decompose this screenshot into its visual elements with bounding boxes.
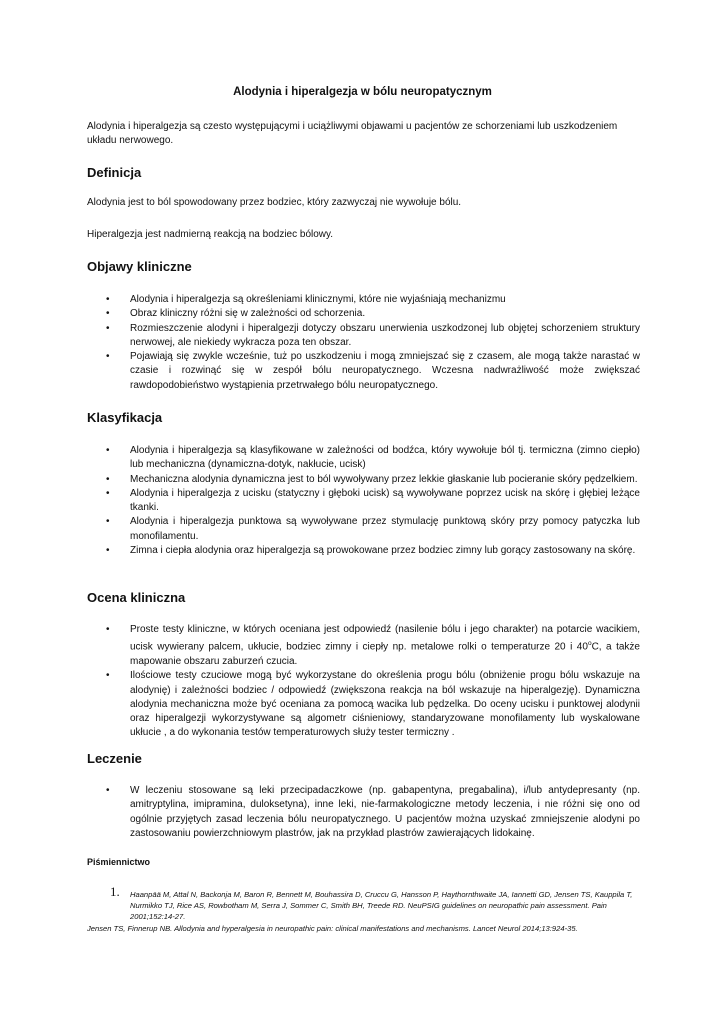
leczenie-list bbox=[106, 784, 640, 841]
intro-paragraph: Alodynia i hiperalgezja są czesto występującymi i uciążliwymi objawami u pacjentów ze schorzeniami lub uszkodzeniem układu nerwowego. bbox=[87, 121, 618, 146]
list-item: • Alodynia i hiperalgezja punktowa są wywoływane przez stymulację punktową skóry przy pomocy patyczka lub monofilamentu. bbox=[106, 515, 640, 544]
list-item: • Obraz kliniczny różni się w zależności od schorzenia. bbox=[106, 307, 640, 321]
list-item: • W leczeniu stosowane są leki przecipadaczkowe (np. gabapentyna, pregabalina), i/lub antydepresanty (np. amitryptylina, imipramina, duloksetyna), inne leki, nie-farmakologiczne metody leczenia, i nie różni się ono od ogólnie przyjętych zasad leczenia bólu neuropatycznego. U pacjentów można uzyskać zmniejszenie alodyni po zastosowaniu powierzchniowym plastrów, jak na przykład plastrów zawierających lidokainę. bbox=[106, 784, 640, 841]
heading-klasyfikacja: Klasyfikacja bbox=[87, 410, 163, 425]
list-item: • Rozmieszczenie alodyni i hiperalgezji dotyczy obszaru unerwienia uszkodzonej lub objętej schorzeniem struktury nerwowej, ale niekiedy wykracza poza ten obszar. bbox=[106, 322, 640, 351]
list-item: • Alodynia i hiperalgezja są określeniami klinicznymi, które nie wyjaśniają mechanizmu bbox=[106, 293, 640, 307]
heading-objawy: Objawy kliniczne bbox=[87, 259, 192, 274]
heading-definicja: Definicja bbox=[87, 165, 142, 180]
list-item: • Zimna i ciepła alodynia oraz hiperalgezja są prowokowane przez bodziec zimny lub gorący zastosowany na skórę. bbox=[106, 544, 640, 558]
degree-superscript: o bbox=[587, 640, 592, 648]
objawy-list bbox=[106, 293, 640, 393]
definition-alodynia: Alodynia jest to ból spowodowany przez bodziec, który zazwyczaj nie wywołuje bólu. bbox=[87, 197, 462, 208]
list-item: • Ilościowe testy czuciowe mogą być wykorzystane do określenia progu bólu (obniżenie progu bólu wskazuje na alodynię) i zależności bodziec / odpowiedź (zwiększona reakcja na ból wskazuje na hiperalgezję). Dynamiczna alodynia mechaniczna może być oceniana za pomocą wacika lub pędzelka. Do oceny ucisku i punktowej alodynii oraz hiperalgezji wykorzystywane są algometr ciśnieniowy, standaryzowane monofilamenty lub wyskalowane ukłucie , a do wykonania testów temperaturowych służy tester termiczny . bbox=[106, 669, 640, 740]
ocena-item1-text-end: C, a także mapowanie obszaru zaburzeń czucia. bbox=[130, 641, 640, 667]
ocena-item1-text: Proste testy kliniczne, w których oceniana jest odpowiedź (nasilenie bólu i jego charakter) na potarcie wacikiem, ucisk wywierany palcem, ukłucie, bodziec zimny i ciepły np. metalowe rolki o temperaturze 20 i 40 bbox=[130, 624, 640, 653]
klasyfikacja-list bbox=[106, 444, 640, 558]
definition-hiperalgezja: Hiperalgezja jest nadmierną reakcją na bodziec bólowy. bbox=[87, 229, 334, 240]
reference-item-1: Haanpää M, Attal N, Backonja M, Baron R, Bennett M, Bouhassira D, Cruccu G, Hansson P, Haythornthwaite JA, Iannetti GD, Jensen TS, Kauppila T, Nurmikko TJ, Rice AS, Rowbotham M, Serra J, Sommer C, Smith BH, Treede RD. NeuPSIG guidelines on neuropathic pain assessment. Pain 2001;152:14-27. bbox=[130, 890, 633, 921]
heading-leczenie: Leczenie bbox=[87, 751, 142, 766]
list-item: • Mechaniczna alodynia dynamiczna jest to ból wywoływany przez lekkie głaskanie lub pocieranie skóry pędzelkiem. bbox=[106, 473, 640, 487]
list-item bbox=[106, 623, 640, 669]
list-item: • Pojawiają się zwykle wcześnie, tuż po uszkodzeniu i mogą zmniejszać się z czasem, ale mogą także narastać w czasie i rozwinąć się w zespół bólu neuropatycznego. Wczesna nadwrażliwość może zwiększać rawdopodobieństwo wystąpienia przetrwałego bólu neuropatycznego. bbox=[106, 350, 640, 393]
page-title: Alodynia i hiperalgezja w bólu neuropatycznym bbox=[233, 86, 492, 98]
ocena-list bbox=[106, 623, 640, 741]
list-item: • Alodynia i hiperalgezja są klasyfikowane w zależności od bodźca, który wywołuje ból tj. termiczna (zimno ciepło) lub mechaniczna (dynamiczna-dotyk, nakłucie, ucisk) bbox=[106, 444, 640, 473]
heading-ocena: Ocena kliniczna bbox=[87, 590, 186, 605]
reference-number: 1. bbox=[110, 884, 120, 899]
reference-item-2: Jensen TS, Finnerup NB. Allodynia and hyperalgesia in neuropathic pain: clinical manifestations and mechanisms. Lancet Neurol 2014;13:924-35. bbox=[87, 924, 578, 933]
list-item: • Alodynia i hiperalgezja z ucisku (statyczny i głęboki ucisk) są wywoływane poprzez ucisk na skórę i głębiej leżące tkanki. bbox=[106, 487, 640, 516]
references-heading: Piśmiennictwo bbox=[87, 857, 151, 867]
